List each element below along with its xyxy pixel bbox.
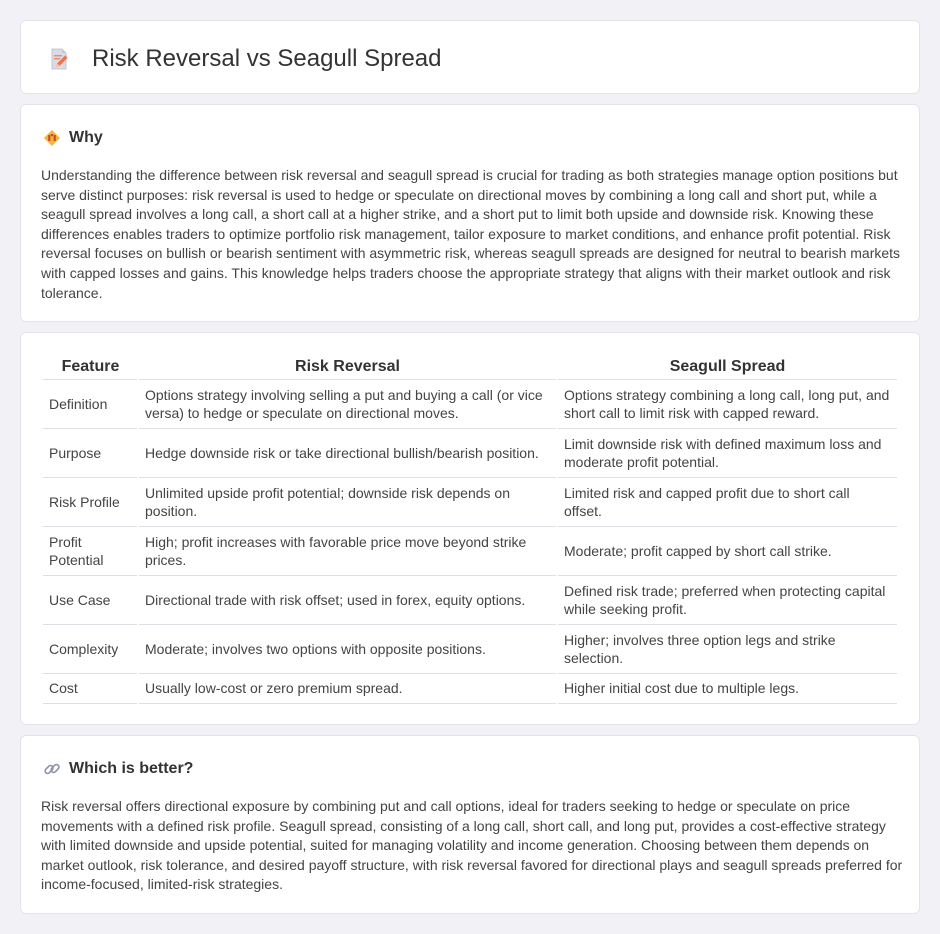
table-row: [43, 624, 898, 673]
document-pencil-icon: [47, 47, 71, 71]
why-text: Understanding the difference between risk reversal and seagull spread is crucial for trading as both strategies manage option positions but serve distinct purposes: risk reversal is used to hedge or speculate on directional moves by combining a long call and short put, while a seagull spread involves a long call, a short call at a higher strike, and a short put to limit both upside and downside risk. Knowing these differences enables traders to optimize portfolio risk management, tailor exposure to market conditions, and enhance profit potential. Risk reversal focuses on bullish or bearish sentiment with asymmetric risk, whereas seagull spreads are designed for neutral to bearish markets with capped losses and gains. This knowledge helps traders choose the appropriate strategy that aligns with their market outlook and risk tolerance.: [41, 167, 901, 301]
comparison-table: [43, 355, 899, 704]
header-risk-reversal: Risk Reversal: [138, 355, 557, 379]
risk-reversal-cell: Hedge downside risk or take directional bullish/bearish position.: [138, 428, 557, 477]
seagull-spread-cell: Options strategy combining a long call, long put, and short call to limit risk with capped reward.: [557, 379, 898, 428]
table-header-row: [43, 355, 898, 379]
title-card: [20, 20, 920, 94]
diamond-warning-icon: [43, 129, 61, 147]
feature-cell: Cost: [43, 673, 138, 703]
risk-reversal-cell: Options strategy involving selling a put and buying a call (or vice versa) to hedge or speculate on directional moves.: [138, 379, 557, 428]
seagull-spread-cell: Limited risk and capped profit due to short call offset.: [557, 477, 898, 526]
seagull-spread-cell: Higher; involves three option legs and strike selection.: [557, 624, 898, 673]
which-is-better-section: [20, 735, 920, 914]
risk-reversal-cell: Usually low-cost or zero premium spread.: [138, 673, 557, 703]
why-heading-row: [43, 128, 103, 148]
table-row: [43, 526, 898, 575]
feature-cell: Risk Profile: [43, 477, 138, 526]
comparison-section: [20, 332, 920, 725]
feature-cell: Purpose: [43, 428, 138, 477]
risk-reversal-cell: High; profit increases with favorable price move beyond strike prices.: [138, 526, 557, 575]
risk-reversal-cell: Unlimited upside profit potential; downside risk depends on position.: [138, 477, 557, 526]
seagull-spread-cell: Moderate; profit capped by short call strike.: [557, 526, 898, 575]
why-heading: Why: [69, 129, 103, 146]
why-section: [20, 104, 920, 322]
table-row: [43, 428, 898, 477]
header-feature: Feature: [43, 355, 138, 379]
feature-cell: Definition: [43, 379, 138, 428]
table-row: [43, 379, 898, 428]
better-heading: Which is better?: [69, 760, 194, 777]
table-row: [43, 575, 898, 624]
better-heading-row: [43, 759, 193, 779]
feature-cell: Use Case: [43, 575, 138, 624]
risk-reversal-cell: Moderate; involves two options with opposite positions.: [138, 624, 557, 673]
link-icon: [43, 760, 61, 778]
risk-reversal-cell: Directional trade with risk offset; used in forex, equity options.: [138, 575, 557, 624]
better-text: Risk reversal offers directional exposure by combining put and call options, ideal for traders seeking to hedge or speculate on price movements with a defined risk profile. Seagull spread, consisting of a long call, short call, and long put, provides a cost-effective strategy with limited downside and upside potential, suited for managing volatility and income generation. Choosing between them depends on market outlook, risk tolerance, and desired payoff structure, with risk reversal favored for directional plays and seagull spreads preferred for income-focused, limited-risk strategies.: [41, 798, 903, 893]
feature-cell: Complexity: [43, 624, 138, 673]
header-seagull-spread: Seagull Spread: [557, 355, 898, 379]
feature-cell: Profit Potential: [43, 526, 138, 575]
seagull-spread-cell: Limit downside risk with defined maximum loss and moderate profit potential.: [557, 428, 898, 477]
page-title: Risk Reversal vs Seagull Spread: [92, 45, 442, 72]
table-row: [43, 477, 898, 526]
table-row: [43, 673, 898, 703]
seagull-spread-cell: Higher initial cost due to multiple legs.: [557, 673, 898, 703]
seagull-spread-cell: Defined risk trade; preferred when protecting capital while seeking profit.: [557, 575, 898, 624]
